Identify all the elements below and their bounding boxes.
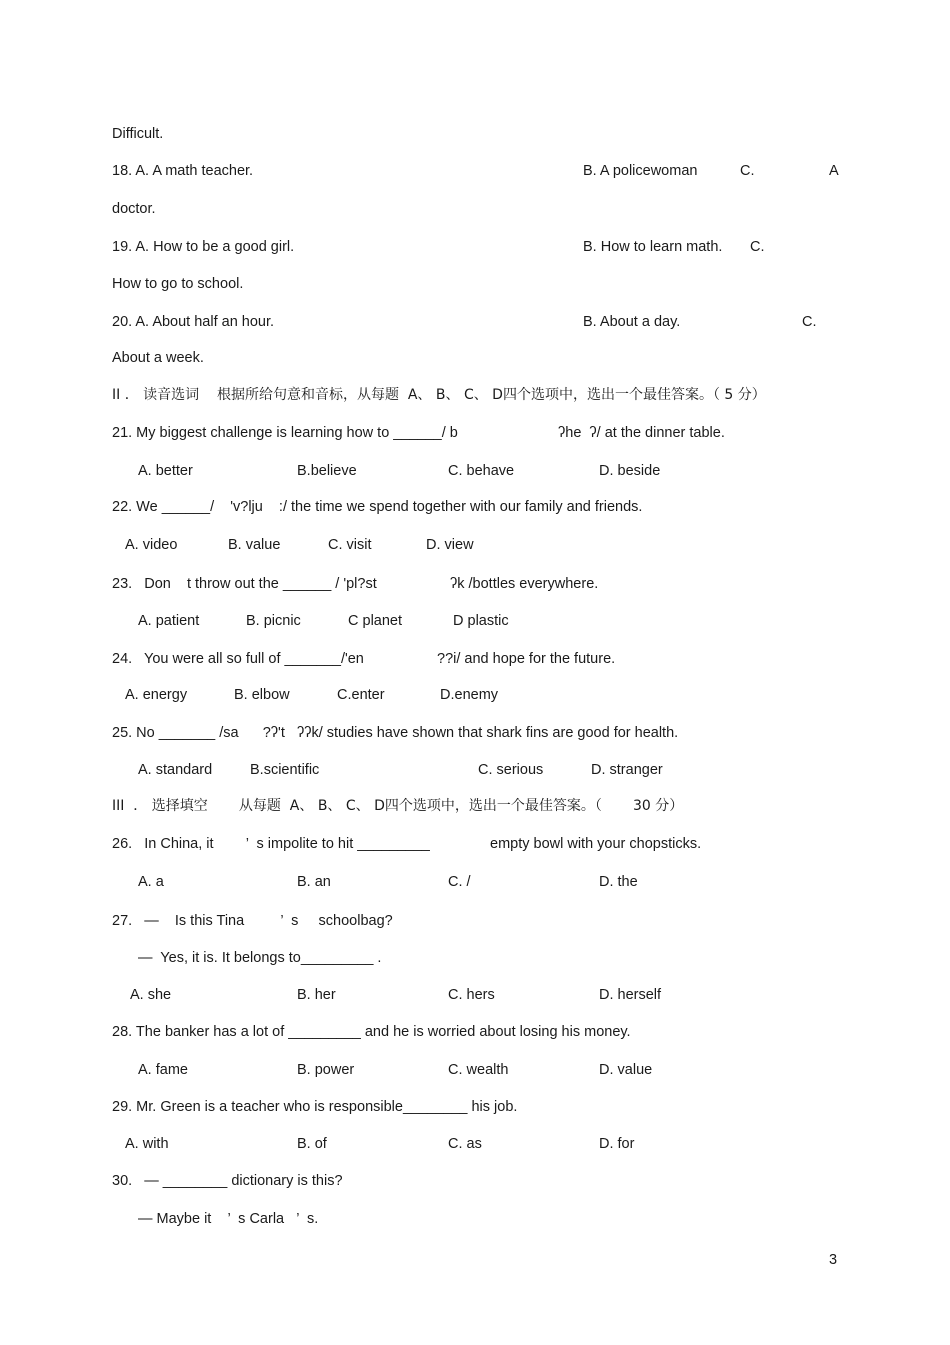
q17-option-c-tail: Difficult. [112, 126, 164, 142]
q28-option-b: B. power [297, 1062, 355, 1078]
q26-option-c: C. / [448, 874, 471, 890]
q28-stem: 28. The banker has a lot of _________ and he is worried about losing his money. [112, 1024, 631, 1040]
q29-option-a: A. with [125, 1136, 169, 1152]
q23-option-b: B. picnic [246, 613, 301, 629]
q27-reply: — Yes, it is. It belongs to_________ . [138, 950, 382, 966]
q30-reply: — Maybe it ’ s Carla ’ s. [138, 1211, 319, 1227]
section-2-heading: II ． 读音选词 根据所给句意和音标，从每题 A、 B、 C、 D四个选项中，选出一个最佳答案。（ 5 分） [112, 387, 766, 403]
q22-option-d: D. view [426, 537, 474, 553]
q29-option-d: D. for [599, 1136, 635, 1152]
q20-stem: 20. A. About half an hour. [112, 314, 275, 330]
q18-option-c-end: doctor. [112, 201, 156, 217]
q22-option-c: C. visit [328, 537, 372, 553]
q25-option-a: A. standard [138, 762, 213, 778]
q20-option-c-label: C. [802, 314, 817, 330]
q18-option-c-start: A [829, 163, 839, 179]
q23-option-a: A. patient [138, 613, 200, 629]
q18-stem: 18. A. A math teacher. [112, 163, 254, 179]
q27-option-b: B. her [297, 987, 336, 1003]
q24-option-d: D.enemy [440, 687, 499, 703]
q22-stem: 22. We ______/ 'v?lju :/ the time we spend together with our family and friends. [112, 499, 643, 515]
q25-stem: 25. No _______ /sa ?ʔ't ʔʔk/ studies have shown that shark fins are good for health. [112, 725, 679, 741]
q21-option-b: B.believe [297, 463, 357, 479]
page-number: 3 [829, 1252, 838, 1268]
q25-option-b: B.scientific [250, 762, 320, 778]
q19-stem: 19. A. How to be a good girl. [112, 239, 295, 255]
q21-phonetic-tail: ʔhe ʔ/ at the dinner table. [558, 425, 725, 441]
q24-option-a: A. energy [125, 687, 188, 703]
q27-stem: 27. — Is this Tina ’ s schoolbag? [112, 913, 393, 929]
q27-option-d: D. herself [599, 987, 662, 1003]
q26-option-a: A. a [138, 874, 164, 890]
q25-option-c: C. serious [478, 762, 544, 778]
q24-option-c: C.enter [337, 687, 385, 703]
q22-option-b: B. value [228, 537, 281, 553]
q19-option-c-label: C. [750, 239, 765, 255]
q26-stem-tail: empty bowl with your chopsticks. [490, 836, 702, 852]
q21-option-a: A. better [138, 463, 193, 479]
q18-option-c-label: C. [740, 163, 755, 179]
q26-option-b: B. an [297, 874, 331, 890]
q27-option-a: A. she [130, 987, 172, 1003]
q25-option-d: D. stranger [591, 762, 663, 778]
q19-option-b: B. How to learn math. [583, 239, 723, 255]
q21-option-c: C. behave [448, 463, 515, 479]
q20-option-c-end: About a week. [112, 350, 204, 366]
q26-stem: 26. In China, it ’ s impolite to hit _________ [112, 836, 430, 852]
q28-option-c: C. wealth [448, 1062, 509, 1078]
q24-phonetic-tail: ??i/ and hope for the future. [437, 651, 616, 667]
section-3-heading: III ． 选择填空 从每题 A、 B、 C、 D四个选项中，选出一个最佳答案。（ 30 分） [112, 798, 684, 814]
q28-option-d: D. value [599, 1062, 653, 1078]
q23-option-d: D plastic [453, 613, 509, 629]
q30-stem: 30. — ________ dictionary is this? [112, 1173, 343, 1189]
q21-option-d: D. beside [599, 463, 661, 479]
q29-option-c: C. as [448, 1136, 482, 1152]
q23-stem: 23. Don t throw out the ______ / 'pl?st [112, 576, 377, 592]
q29-option-b: B. of [297, 1136, 327, 1152]
q22-option-a: A. video [125, 537, 178, 553]
q28-option-a: A. fame [138, 1062, 188, 1078]
q21-stem: 21. My biggest challenge is learning how to ______/ b [112, 425, 458, 441]
q26-option-d: D. the [599, 874, 638, 890]
q23-option-c: C planet [348, 613, 403, 629]
q18-option-b: B. A policewoman [583, 163, 698, 179]
q24-option-b: B. elbow [234, 687, 290, 703]
q24-stem: 24. You were all so full of _______/'en [112, 651, 364, 667]
q29-stem: 29. Mr. Green is a teacher who is responsible________ his job. [112, 1099, 518, 1115]
q19-option-c-end: How to go to school. [112, 276, 244, 292]
q27-option-c: C. hers [448, 987, 495, 1003]
q20-option-b: B. About a day. [583, 314, 681, 330]
q23-phonetic-tail: ʔk /bottles everywhere. [450, 576, 599, 592]
